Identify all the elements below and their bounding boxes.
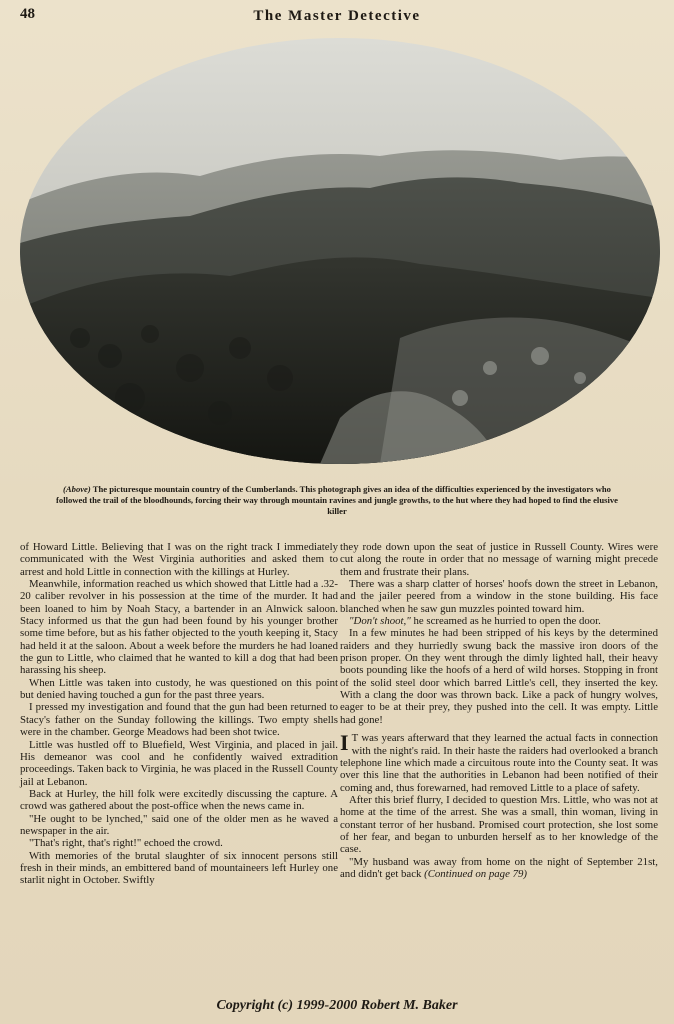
paragraph: After this brief flurry, I decided to question Mrs. Little, who was not at home at the time of the arrest. She was a small, thin woman, living in constant terror of her husband. Promised court protection, she lost some of her fear, and began to unburden herself as to her knowledge of the case. — [340, 793, 658, 856]
paragraph: "He ought to be lynched," said one of the older men as he waved a newspaper in the air. — [20, 812, 338, 837]
paragraph: With memories of the brutal slaughter of six innocent persons still fresh in their minds, an embittered band of mountaineers left Hurley one starlit night in October. Swiftly — [20, 849, 338, 887]
page-number: 48 — [20, 6, 35, 22]
paragraph — [340, 856, 658, 881]
paragraph: When Little was taken into custody, he was questioned on this point but denied having touched a gun for the past three years. — [20, 676, 338, 702]
drop-cap: I — [340, 730, 349, 756]
paragraph — [340, 615, 658, 627]
paragraph: Little was hustled off to Bluefield, West Virginia, and placed in jail. His demeanor was cool and he confidently waived extradition proceedings. Taken back to Virginia, he was placed in the Russell County jail at Lebanon. — [20, 738, 338, 788]
caption-lead: (Above) — [63, 484, 91, 494]
paragraph: I pressed my investigation and found that the gun had been returned to Stacy's father on the Sunday following the killings. Two empty shells were in the chamber. George Meadows had been shot twice. — [20, 701, 338, 739]
paragraph: of Howard Little. Believing that I was on the right track I immediately communicated with the West Virginia authorities and asked them to arrest and hold Little in connection with the killings at Hurley. — [20, 541, 338, 578]
quote-dont-shoot: "Don't shoot," — [349, 615, 411, 628]
paragraph: "That's right, that's right!" echoed the crowd. — [29, 837, 223, 850]
caption-text: The picturesque mountain country of the Cumberlands. This photograph gives an idea of the difficulties experienced by the investigators who followed the trail of the bloodhounds, forcing their way through mountain ravines and jungle growths, to the hut where they had hoped to find the elusive killer — [56, 484, 618, 516]
photo-caption — [52, 484, 622, 517]
left-column — [20, 541, 338, 887]
paragraph — [340, 732, 658, 794]
paragraph: Meanwhile, information reached us which showed that Little had a .32-20 caliber revolver in his possession at the time of the murder. It had been loaned to him by Noah Stacy, a bartender in an Alnwick saloon. Stacy informed us that the gun had been found by his younger brother some time before, but as his father objected to the youth keeping it, Stacy had held it at the saloon. About a week before the murders he had loaned the gun to Little, who claimed that he wanted to kill a dog that had been harassing his sheep. — [20, 578, 338, 677]
paragraph-text: he screamed as he hurried to open the door. — [410, 615, 601, 628]
paragraph: In a few minutes he had been stripped of his keys by the determined raiders and they hurriedly swung back the massive iron doors of the prison proper. On they went through the dimly lighted hall, their heavy boots pounding like the hoofs of a herd of wild horses. Stopping in front of the solid steel door which barred Little's cell, they inserted the key. With a clang the door was thrown back. Like a pack of hungry wolves, eager to be at their prey, they pushed into the cell. It was empty. Little had gone! — [340, 627, 658, 726]
magazine-title: The Master Detective — [253, 8, 421, 24]
copyright-notice: Copyright (c) 1999-2000 Robert M. Baker — [216, 998, 458, 1013]
paragraph-text: "My husband was away from home on the night of September 21st, and didn't get back — [340, 855, 658, 880]
continued-note: (Continued on page 79) — [424, 867, 527, 880]
right-column — [340, 541, 658, 880]
paragraph: Back at Hurley, the hill folk were excitedly discussing the capture. A crowd was gathered about the post-office when the news came in. — [20, 787, 338, 813]
paragraph-text: T was years afterward that they learned the actual facts in connection with the night's raid. In their haste the raiders had overlooked a branch telephone line which made a circuitous route into the County seat. It was over this line that the authorities in Lebanon had been notified of their coming and, thus forewarned, had removed Little to a place of safety. — [340, 732, 658, 794]
paragraph: There was a sharp clatter of horses' hoofs down the street in Lebanon, and the jailer peered from a window in the stone building. His face blanched when he saw gun muzzles pointed toward him. — [340, 578, 658, 615]
paragraph: they rode down upon the seat of justice in Russell County. Wires were cut along the route in order that no message of warning might precede them and frustrate their plans. — [340, 541, 658, 578]
mountain-photo — [20, 38, 660, 464]
